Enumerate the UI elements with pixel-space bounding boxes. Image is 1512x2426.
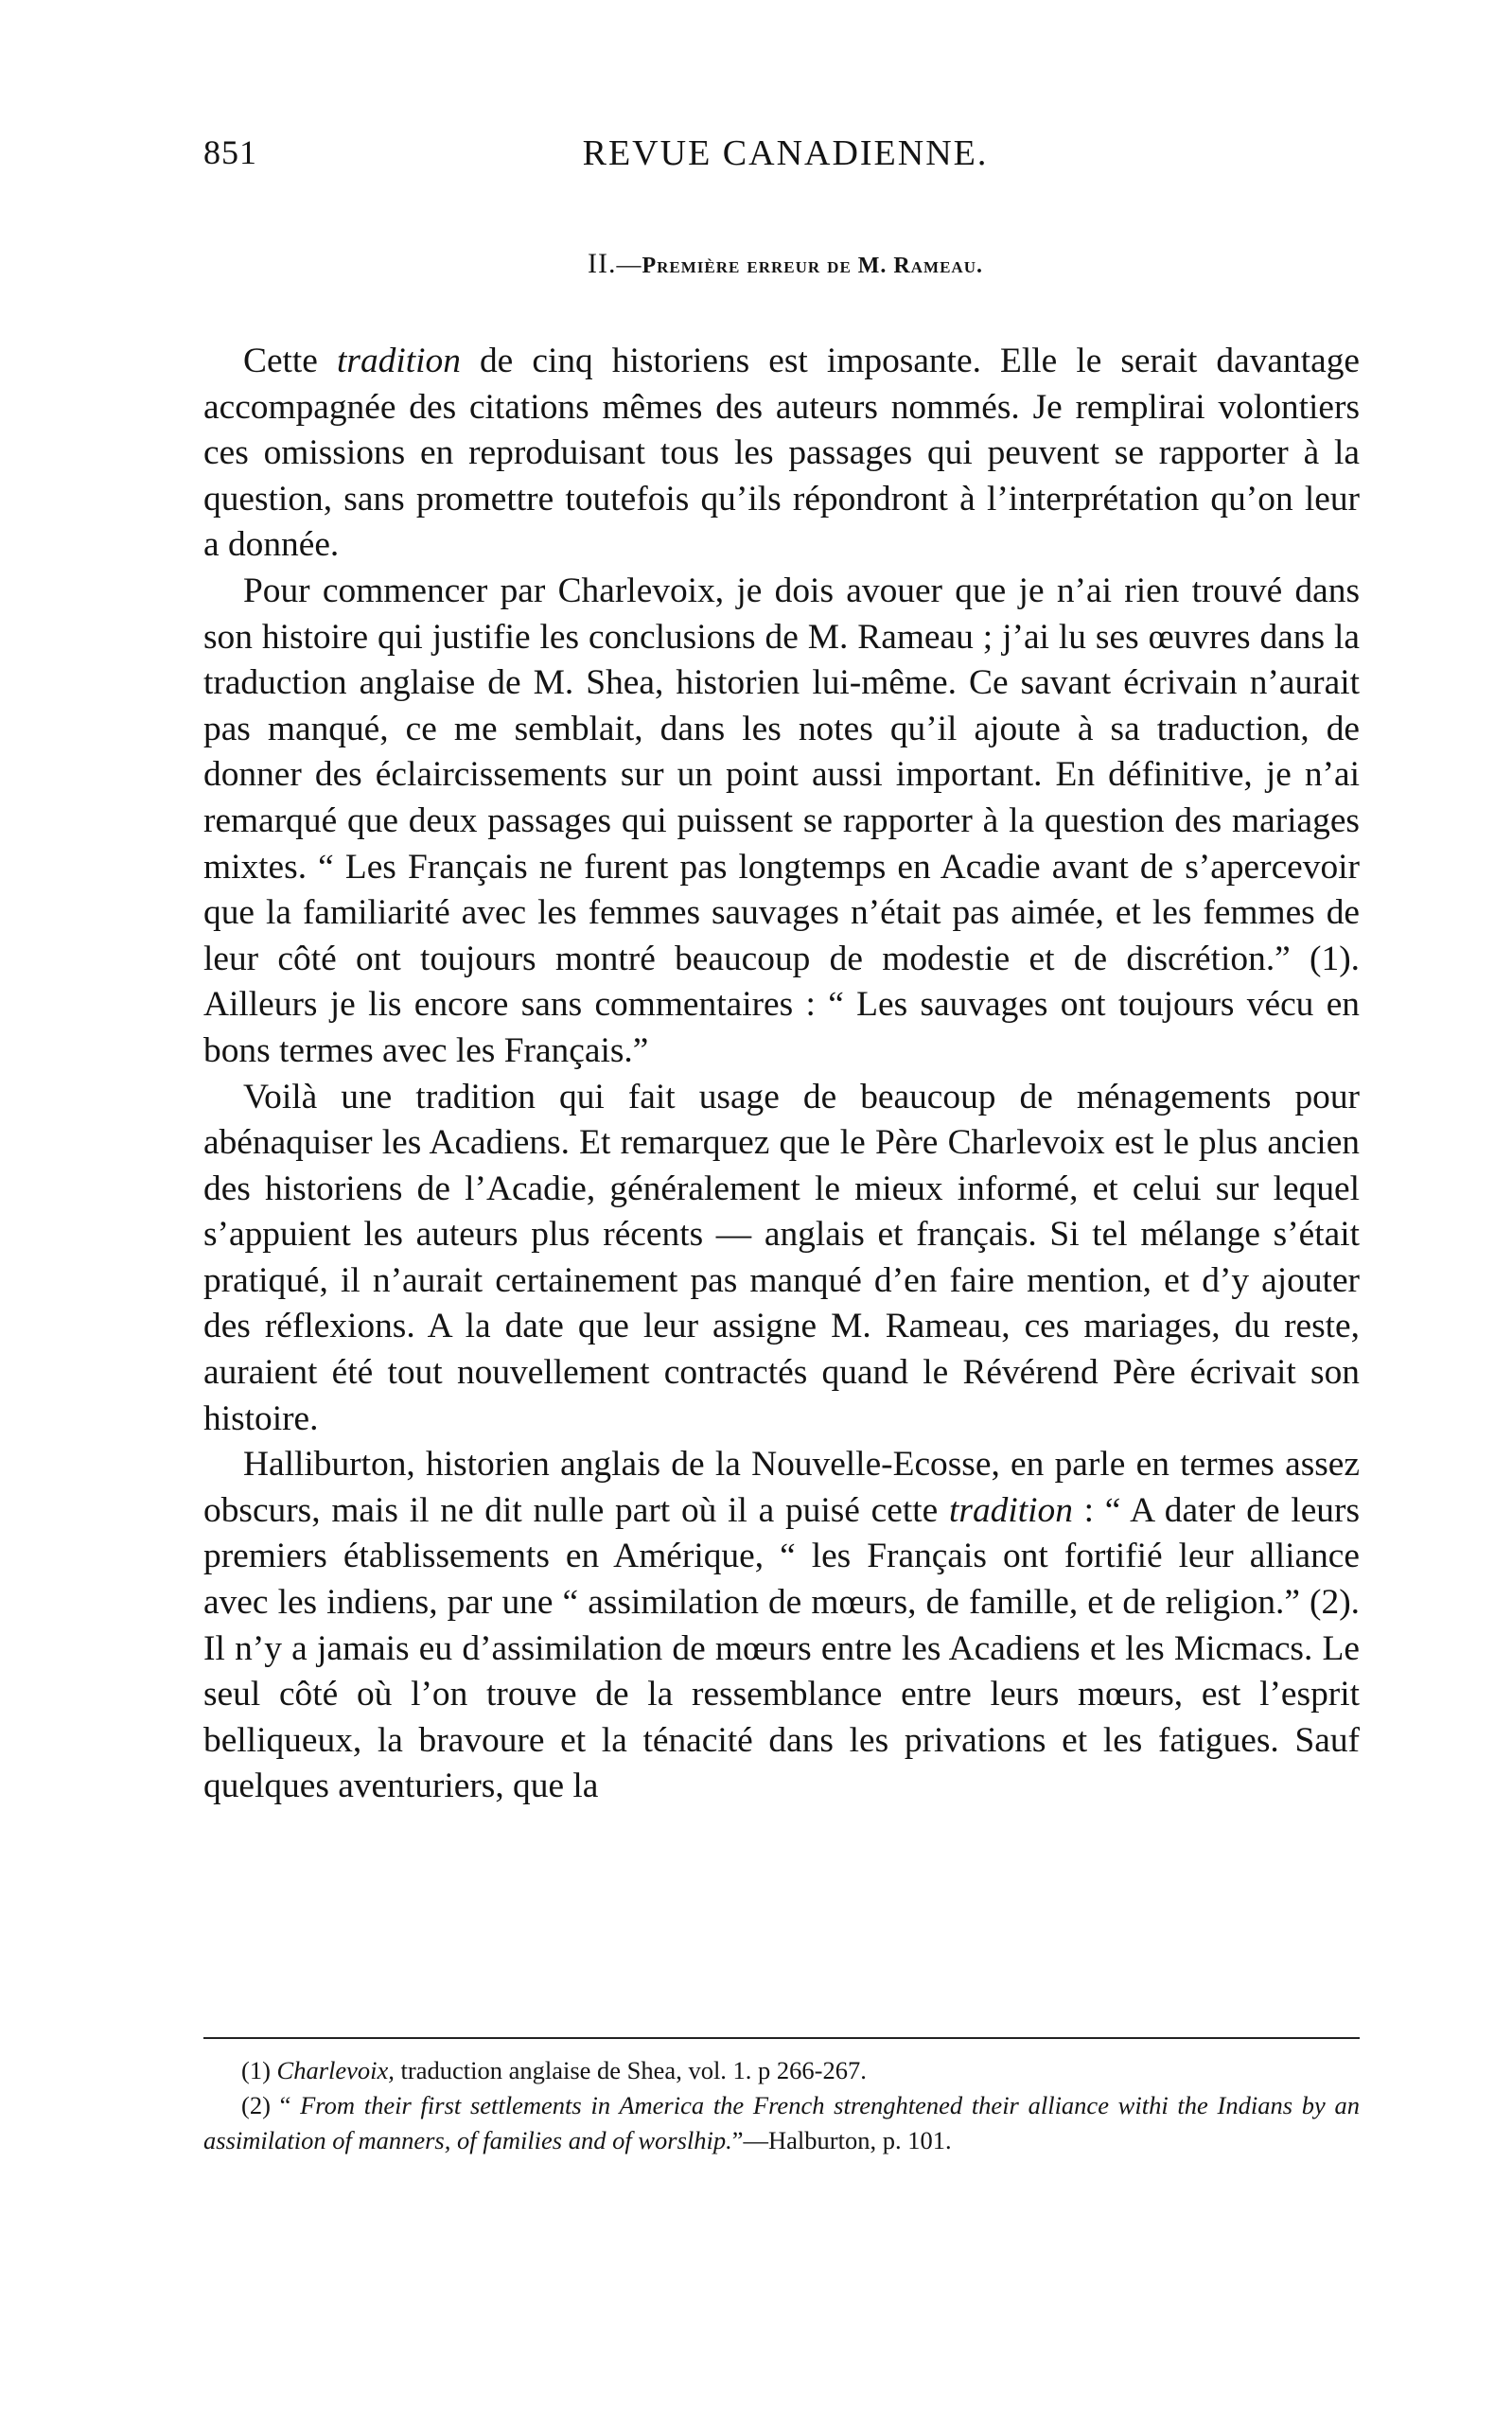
page-number: 851 xyxy=(203,133,257,171)
paragraph-1 xyxy=(203,339,1360,569)
paragraph-4-italic: tradition xyxy=(949,1490,1073,1530)
paragraph-1-text-b: de cinq historiens est imposante. Elle le serait davantage accompagnée des citations mêmes des auteurs nommés. Je remplirai volontiers ces omissions en reproduisant tous les passages qui peuvent se rapporter à la question, sans promettre toutefois qu’ils répondront à l’interprétation qu’on leur a donnée. xyxy=(203,342,1360,565)
paragraph-4-text-a: Halliburton, historien anglais de la Nouvelle-Ecosse, en parle en termes assez obscurs, mais il ne dit nulle part où il a puisé cette xyxy=(203,1445,1360,1530)
footnote-1-italic: Charlevoix, xyxy=(276,2056,395,2084)
section-title: Première erreur de M. Rameau. xyxy=(642,254,983,278)
section-heading xyxy=(203,248,1367,280)
footnote-2-italic: From their first settlements in America the French strenghtened their alliance withi the Indians by an assimilation of manners, of families and of worslhip. xyxy=(203,2091,1360,2154)
footnote-1 xyxy=(203,2053,1360,2088)
paragraph-2: Pour commencer par Charlevoix, je dois avouer que je n’ai rien trouvé dans son histoire qui justifie les conclusions de M. Rameau ; j’ai lu ses œuvres dans la traduction anglaise de M. Shea, historien lui-même. Ce savant écrivain n’aurait pas manqué, ce me semblait, dans les notes qu’il ajoute à sa traduction, de donner des éclaircissements sur un point aussi important. En définitive, je n’ai remarqué que deux passages qui puissent se rapporter à la question des mariages mixtes. “ Les Français ne furent pas longtemps en Acadie avant de s’apercevoir que la familiarité avec les femmes sauvages n’était pas aimée, et les femmes de leur côté ont toujours montré beaucoup de modestie et de discrétion.” (1). Ailleurs je lis encore sans commentaires : “ Les sauvages ont toujours vécu en bons termes avec les Français.” xyxy=(203,571,1360,1070)
footnote-1-mark: (1) xyxy=(241,2056,277,2084)
paragraph-4-text-b: : “ A dater de leurs premiers établissements en Amérique, “ les Français ont fortifié leur alliance avec les indiens, par une “ assimilation de mœurs, de famille, et de religion.” (2). Il n’y a jamais eu d’assimilation de mœurs entre les Acadiens et les Micmacs. Le seul côté où l’on trouve de la ressemblance entre leurs mœurs, est l’esprit belliqueux, la bravoure et la ténacité dans les privations et les fatigues. Sauf quelques aventuriers, que la xyxy=(203,1490,1360,1806)
footnote-2 xyxy=(203,2088,1360,2158)
footnote-1-text: traduction anglaise de Shea, vol. 1. p 266-267. xyxy=(394,2056,867,2084)
section-dash: — xyxy=(616,251,642,278)
footnotes xyxy=(203,2053,1360,2158)
paragraph-1-text-a: Cette xyxy=(243,342,337,380)
running-title: REVUE CANADIENNE. xyxy=(582,133,989,173)
paragraph-1-italic: tradition xyxy=(337,342,461,380)
section-number: II. xyxy=(588,248,617,279)
page-header xyxy=(203,132,1367,189)
paragraph-4 xyxy=(203,1442,1360,1810)
paragraph-3: Voilà une tradition qui fait usage de beaucoup de ménagements pour abénaquiser les Acadiens. Et remarquez que le Père Charlevoix est le plus ancien des historiens de l’Acadie, généralement le mieux informé, et celui sur lequel s’appuient les auteurs plus récents — anglais et français. Si tel mélange s’était pratiqué, il n’aurait certainement pas manqué d’en faire mention, et d’y ajouter des réflexions. A la date que leur assigne M. Rameau, ces mariages, du reste, auraient été tout nouvellement contractés quand le Révérend Père écrivait son histoire. xyxy=(203,1077,1360,1438)
footnote-2-text: ”—Halburton, p. 101. xyxy=(731,2126,952,2154)
body-text xyxy=(203,339,1360,1810)
footnote-2-mark: (2) “ xyxy=(241,2091,301,2119)
footnote-rule xyxy=(203,2037,1360,2039)
